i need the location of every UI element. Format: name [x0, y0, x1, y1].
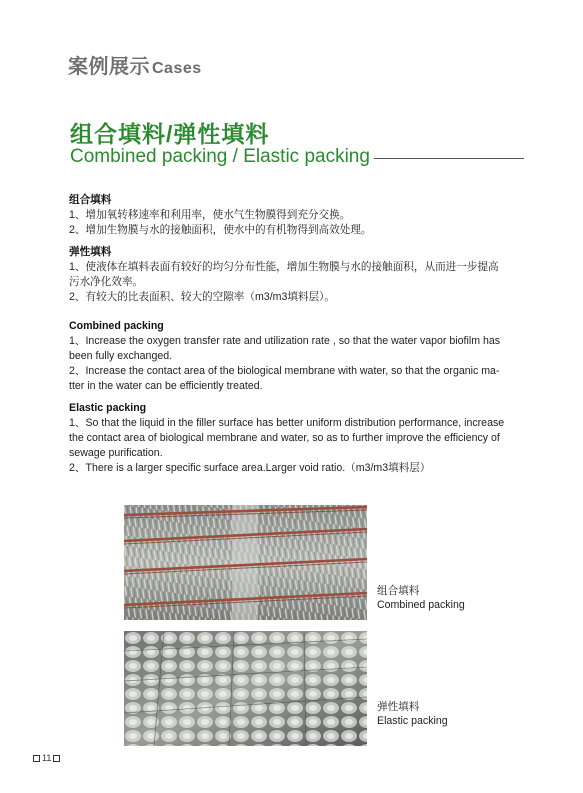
caption-en: Elastic packing — [377, 715, 448, 727]
page-number-value: 11 — [42, 753, 52, 763]
cn-elastic-line: 污水净化效率。 — [69, 276, 144, 288]
cn-combined-line: 2、增加生物膜与水的接触面积，使水中的有机物得到高效处理。 — [69, 224, 372, 236]
cn-combined-line: 1、增加氧转移速率和利用率，使水气生物膜得到充分交换。 — [69, 209, 351, 221]
en-elastic-line: 1、So that the liquid in the filler surface has better uniform distribution performance, increase — [69, 417, 505, 429]
page-subtitle: Combined packing / Elastic packing — [70, 146, 370, 167]
en-combined-line: 1、Increase the oxygen transfer rate and utilization rate , so that the water vapor biofilm has — [69, 335, 501, 347]
combined-packing-caption — [377, 584, 465, 612]
en-combined-line: 2、Increase the contact area of the biological membrane with water, so that the organic ma- — [69, 365, 500, 377]
en-elastic-heading: Elastic packing — [69, 402, 147, 414]
section-title — [68, 50, 202, 79]
page-number — [33, 753, 60, 763]
en-elastic-line: 2、There is a larger specific surface area.Larger void ratio.（m3/m3填料层） — [69, 462, 431, 474]
elastic-packing-caption — [377, 700, 448, 728]
body-text — [69, 193, 524, 476]
cn-elastic-line: 2、有较大的比表面积、较大的空隙率（m3/m3填料层）。 — [69, 291, 336, 303]
en-elastic-line: sewage purification. — [69, 447, 163, 459]
caption-en: Combined packing — [377, 599, 465, 611]
en-combined-heading: Combined packing — [69, 320, 164, 332]
cn-elastic-line: 1、使液体在填料表面有较好的均匀分布性能，增加生物膜与水的接触面积，从而进一步提高 — [69, 261, 499, 273]
page-title: 组合填料/弹性填料 — [70, 121, 270, 147]
en-combined-line: been fully exchanged. — [69, 350, 173, 362]
title-rule — [374, 158, 524, 159]
caption-cn: 弹性填料 — [377, 701, 420, 713]
en-elastic-line: the contact area of biological membrane and water, so as to further improve the efficiency of — [69, 432, 500, 444]
cn-elastic-heading: 弹性填料 — [69, 246, 112, 258]
subtitle-row — [70, 146, 524, 168]
square-icon — [33, 755, 40, 762]
elastic-packing-photo — [124, 631, 367, 746]
combined-packing-photo — [124, 505, 367, 620]
cn-combined-heading: 组合填料 — [69, 194, 112, 206]
en-combined-line: tter in the water can be efficiently treated. — [69, 380, 263, 392]
section-title-cn: 案例展示 — [68, 56, 150, 78]
square-icon — [53, 755, 60, 762]
section-title-en: Cases — [152, 60, 202, 77]
caption-cn: 组合填料 — [377, 585, 420, 597]
